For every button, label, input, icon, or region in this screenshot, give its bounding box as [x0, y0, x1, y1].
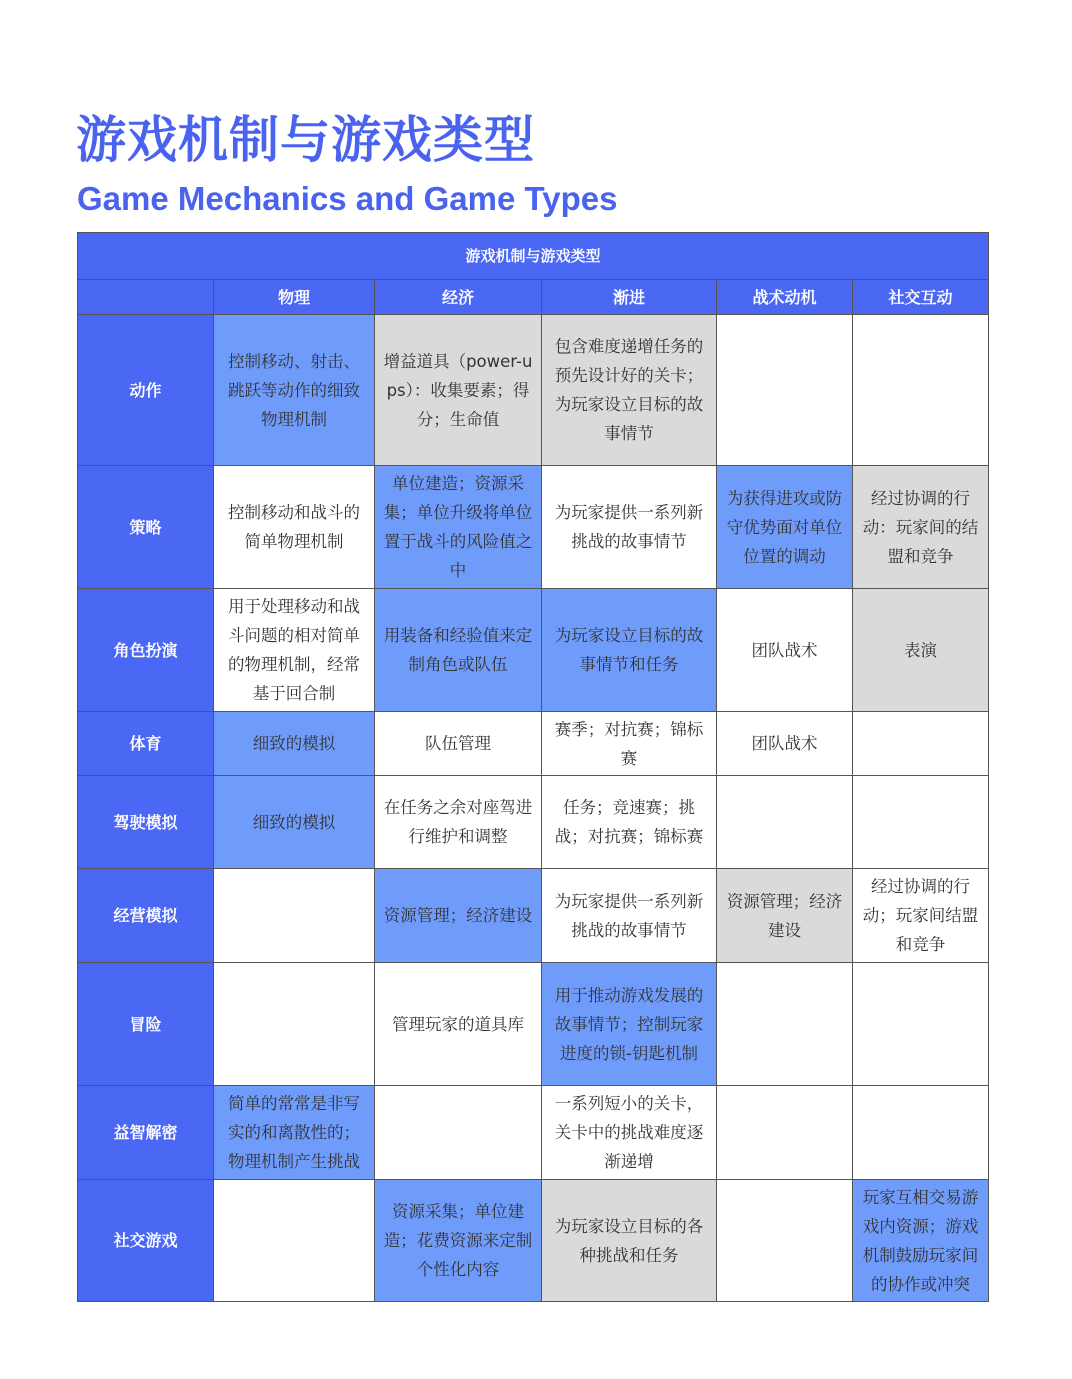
table-cell: [375, 1086, 542, 1180]
table-cell: 简单的常常是非写实的和离散性的；物理机制产生挑战: [214, 1086, 375, 1180]
table-cell: [717, 315, 853, 466]
table-cell: [717, 963, 853, 1086]
row-label: 社交游戏: [78, 1180, 214, 1302]
table-cell: 任务；竞速赛；挑战；对抗赛；锦标赛: [542, 776, 717, 869]
table-cell: 为获得进攻或防守优势面对单位位置的调动: [717, 466, 853, 589]
table-cell: [214, 869, 375, 963]
table-cell: 为玩家提供一系列新挑战的故事情节: [542, 466, 717, 589]
table-cell: 单位建造；资源采集；单位升级将单位置于战斗的风险值之中: [375, 466, 542, 589]
table-cell: [853, 1086, 989, 1180]
table-cell: 资源采集；单位建造；花费资源来定制个性化内容: [375, 1180, 542, 1302]
table-row: [78, 776, 989, 869]
row-label: 冒险: [78, 963, 214, 1086]
row-label: 体育: [78, 712, 214, 776]
row-label: 角色扮演: [78, 589, 214, 712]
table-cell: 玩家互相交易游戏内资源；游戏机制鼓励玩家间的协作或冲突: [853, 1180, 989, 1302]
row-label: 驾驶模拟: [78, 776, 214, 869]
table-row: [78, 869, 989, 963]
table-cell: 团队战术: [717, 712, 853, 776]
table-cell: 经过协调的行动：玩家间的结盟和竞争: [853, 466, 989, 589]
table-cell: 用于处理移动和战斗问题的相对简单的物理机制，经常基于回合制: [214, 589, 375, 712]
table-caption: 游戏机制与游戏类型: [78, 233, 989, 280]
table-cell: [717, 1086, 853, 1180]
table-cell: 为玩家提供一系列新挑战的故事情节: [542, 869, 717, 963]
table-cell: 表演: [853, 589, 989, 712]
row-label: 动作: [78, 315, 214, 466]
table-cell: 在任务之余对座驾进行维护和调整: [375, 776, 542, 869]
table-cell: [853, 963, 989, 1086]
table-cell: 用装备和经验值来定制角色或队伍: [375, 589, 542, 712]
table-cell: [717, 1180, 853, 1302]
table-cell: [853, 776, 989, 869]
table-row: [78, 1086, 989, 1180]
table-row: [78, 466, 989, 589]
table-cell: [717, 776, 853, 869]
column-header: [78, 280, 214, 315]
page-title: 游戏机制与游戏类型: [76, 111, 535, 169]
table-cell: 用于推动游戏发展的故事情节；控制玩家进度的锁-钥匙机制: [542, 963, 717, 1086]
table-cell: 细致的模拟: [214, 712, 375, 776]
table-cell: 管理玩家的道具库: [375, 963, 542, 1086]
table-cell: 控制移动、射击、跳跃等动作的细致物理机制: [214, 315, 375, 466]
page-subtitle: Game Mechanics and Game Types: [77, 180, 618, 217]
table-cell: [853, 712, 989, 776]
table-cell: 经过协调的行动；玩家间结盟和竞争: [853, 869, 989, 963]
table-cell: 赛季；对抗赛；锦标赛: [542, 712, 717, 776]
table-row: [78, 963, 989, 1086]
row-label: 策略: [78, 466, 214, 589]
column-header: 经济: [375, 280, 542, 315]
table-row: [78, 1180, 989, 1302]
column-header: 物理: [214, 280, 375, 315]
table-cell: 为玩家设立目标的各种挑战和任务: [542, 1180, 717, 1302]
column-header: 战术动机: [717, 280, 853, 315]
table-cell: 一系列短小的关卡，关卡中的挑战难度逐渐递增: [542, 1086, 717, 1180]
table-cell: 资源管理；经济建设: [717, 869, 853, 963]
table-cell: 控制移动和战斗的简单物理机制: [214, 466, 375, 589]
table-cell: [214, 1180, 375, 1302]
table-caption-row: [78, 233, 989, 280]
table-cell: 为玩家设立目标的故事情节和任务: [542, 589, 717, 712]
table-cell: 资源管理；经济建设: [375, 869, 542, 963]
column-header: 社交互动: [853, 280, 989, 315]
table-cell: 增益道具（power-ups）：收集要素；得分；生命值: [375, 315, 542, 466]
table-row: [78, 589, 989, 712]
table-cell: [214, 963, 375, 1086]
table-header-row: [78, 280, 989, 315]
mechanics-types-table: [77, 232, 989, 1302]
row-label: 益智解密: [78, 1086, 214, 1180]
column-header: 渐进: [542, 280, 717, 315]
table-cell: 团队战术: [717, 589, 853, 712]
table-cell: 细致的模拟: [214, 776, 375, 869]
table-cell: [853, 315, 989, 466]
table-cell: 队伍管理: [375, 712, 542, 776]
table-cell: 包含难度递增任务的预先设计好的关卡；为玩家设立目标的故事情节: [542, 315, 717, 466]
table-row: [78, 712, 989, 776]
row-label: 经营模拟: [78, 869, 214, 963]
table-row: [78, 315, 989, 466]
